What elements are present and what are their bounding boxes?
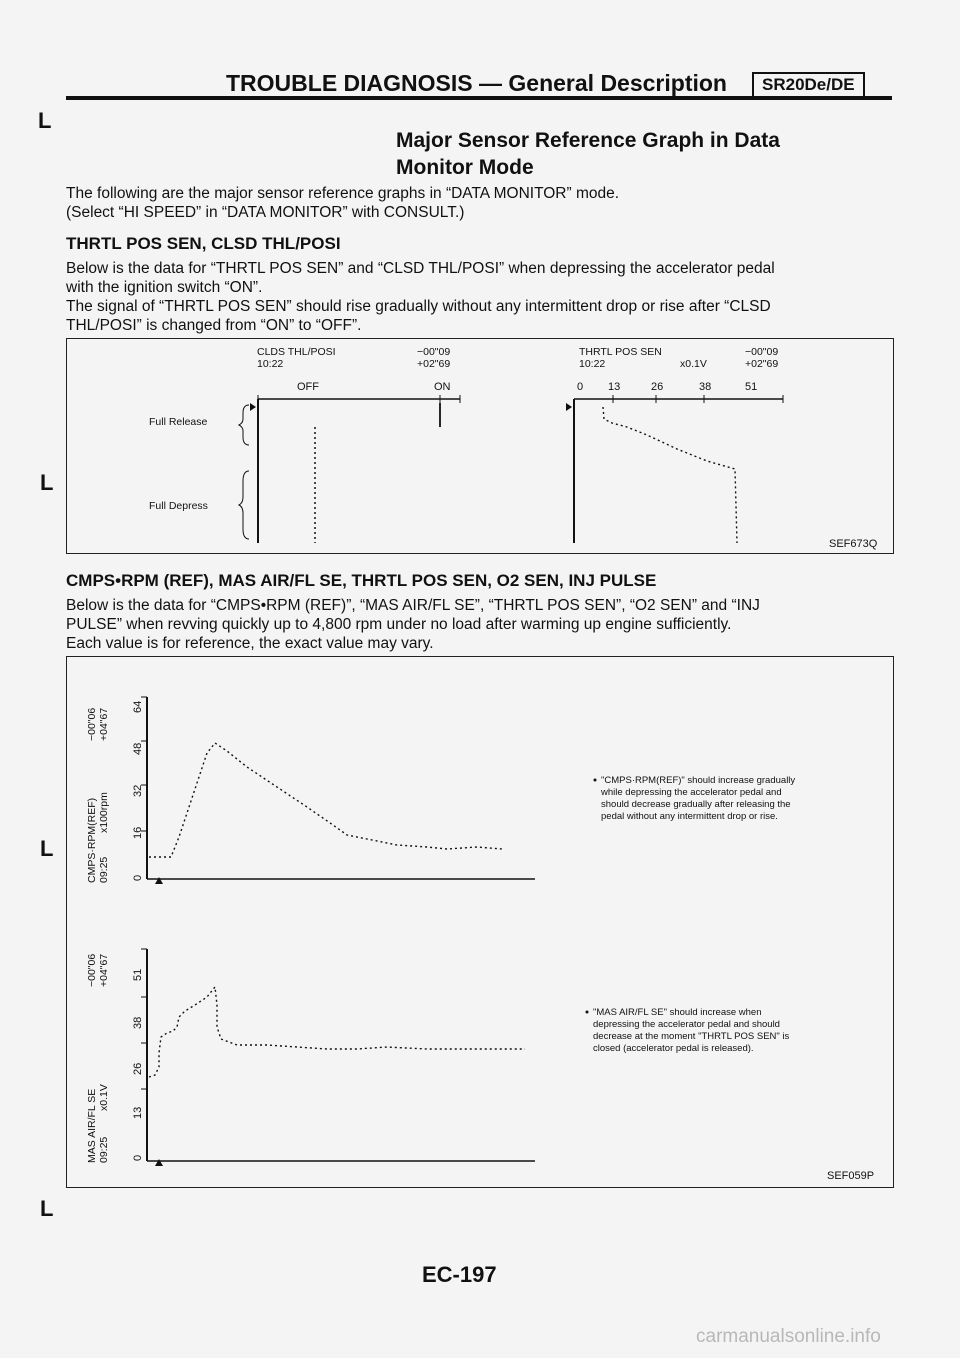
watermark: carmanualsonline.info <box>696 1326 881 1347</box>
engine-badge: SR20De/DE <box>752 72 865 98</box>
section-title: Major Sensor Reference Graph in Data Monitor Mode <box>396 129 780 179</box>
figure-rpm-maf-graph <box>66 656 894 1188</box>
tps-tick-label: 51 <box>745 381 758 393</box>
tps-label: THRTL POS SEN <box>579 346 662 358</box>
tps-tick-label: 0 <box>577 381 584 393</box>
rpm-tick-label: 16 <box>132 826 144 839</box>
tps-tick-label: 13 <box>608 381 621 393</box>
rpm-tick-label: 0 <box>132 874 144 881</box>
clsd-label: CLDS THL/POSI <box>257 346 336 358</box>
clsd-off-label: OFF <box>297 381 319 393</box>
maf-rotated-labels <box>86 954 110 1163</box>
maf-note-bullet <box>586 1011 589 1014</box>
tps-val2: +02"69 <box>745 358 779 370</box>
rpm-note-line: "CMPS·RPM(REF)" should increase gradually <box>601 775 796 786</box>
maf-tick-label: 38 <box>132 1016 144 1029</box>
maf-start-marker <box>155 1159 163 1166</box>
rpm-label-time: 09:25 <box>98 856 110 883</box>
maf-tick-label: 51 <box>132 968 144 981</box>
maf-note-line: closed (accelerator pedal is released). <box>593 1043 754 1054</box>
rpm-note-line: should decrease gradually after releasing the <box>601 799 791 810</box>
maf-label-v2: +04"67 <box>98 953 110 987</box>
rpm-tick-labels <box>132 701 144 881</box>
subsection-heading-throttle: THRTL POS SEN, CLSD THL/POSI <box>66 234 341 253</box>
intro-text: The following are the major sensor reference graphs in “DATA MONITOR” mode. (Select “HI SPEED” in “DATA MONITOR” with CONSULT.) <box>66 185 620 221</box>
maf-label-name: MAS AIR/FL SE <box>86 1088 98 1163</box>
clsd-on-label: ON <box>434 381 451 393</box>
tps-val1: −00"09 <box>745 346 779 358</box>
maf-note-line: decrease at the moment "THRTL POS SEN" is <box>593 1031 790 1042</box>
rpm-note-line: pedal without any intermittent drop or rise. <box>601 811 778 822</box>
rpm-tick-label: 32 <box>132 784 144 797</box>
rpm-note-line: while depressing the accelerator pedal and <box>601 787 782 798</box>
clsd-val1: −00"09 <box>417 346 451 358</box>
rpm-tick-label: 64 <box>132 700 144 713</box>
maf-tick-label: 26 <box>132 1062 144 1075</box>
tps-tick-label: 26 <box>651 381 664 393</box>
subsection-text-throttle: Below is the data for “THRTL POS SEN” and “CLSD THL/POSI” when depressing the accelerator pedal with the ignition switch “ON”. The signal of “THRTL POS SEN” should rise gradually without any intermittent drop or rise after “CLSD THL/POSI” is changed from “ON” to “OFF”. <box>66 260 775 334</box>
maf-tick-label: 0 <box>132 1154 144 1161</box>
clsd-time: 10:22 <box>257 358 284 370</box>
header-rule <box>66 96 892 100</box>
maf-trace <box>149 987 525 1077</box>
tps-trace <box>603 407 737 543</box>
maf-tick-label: 13 <box>132 1106 144 1119</box>
rpm-label-scale: x100rpm <box>98 792 110 833</box>
rpm-rotated-labels <box>86 708 110 883</box>
margin-mark-icon: L <box>38 108 52 133</box>
clsd-start-marker <box>250 403 256 411</box>
full-release-label: Full Release <box>149 416 208 428</box>
maf-note-line: "MAS AIR/FL SE" should increase when <box>593 1007 762 1018</box>
maf-tick-labels <box>132 969 144 1161</box>
subsection-heading-rpm: CMPS•RPM (REF), MAS AIR/FL SE, THRTL POS SEN, O2 SEN, INJ PULSE <box>66 571 657 590</box>
page-number: EC-197 <box>422 1262 497 1287</box>
margin-mark-icon: L <box>40 836 54 861</box>
rpm-label-v2: +04"67 <box>98 707 110 741</box>
figure-rpm-maf-svg <box>67 657 893 1187</box>
depress-brace <box>239 471 249 539</box>
maf-label-scale: x0.1V <box>98 1084 110 1111</box>
header-title: TROUBLE DIAGNOSIS — General Description <box>226 70 727 96</box>
tps-start-marker <box>566 403 572 411</box>
figure-throttle-svg <box>67 339 893 553</box>
margin-mark-icon: L <box>40 1196 54 1221</box>
maf-note-line: depressing the accelerator pedal and should <box>593 1019 780 1030</box>
clsd-val2: +02"69 <box>417 358 451 370</box>
figure2-code: SEF059P <box>827 1170 875 1182</box>
maf-label-v1: −00"06 <box>86 953 98 987</box>
tps-time: 10:22 <box>579 358 606 370</box>
rpm-trace <box>149 743 502 857</box>
rpm-label-v1: −00"06 <box>86 707 98 741</box>
margin-mark-icon: L <box>40 470 54 495</box>
subsection-text-rpm: Below is the data for “CMPS•RPM (REF)”, “MAS AIR/FL SE”, “THRTL POS SEN”, “O2 SEN” and “INJ PULSE” when revving quickly up to 4,800 rpm under no load after warming up engine sufficiently. Each value is for reference, the exact value may vary. <box>66 597 760 652</box>
rpm-label-name: CMPS·RPM(REF) <box>86 797 98 883</box>
rpm-start-marker <box>155 877 163 884</box>
rpm-note-bullet <box>594 779 597 782</box>
figure1-code: SEF673Q <box>829 538 878 550</box>
rpm-tick-label: 48 <box>132 742 144 755</box>
tps-tick-label: 38 <box>699 381 712 393</box>
tps-scale: x0.1V <box>680 358 707 370</box>
release-brace <box>239 405 249 445</box>
maf-label-time: 09:25 <box>98 1136 110 1163</box>
figure-throttle-graph <box>66 338 894 554</box>
full-depress-label: Full Depress <box>149 500 208 512</box>
